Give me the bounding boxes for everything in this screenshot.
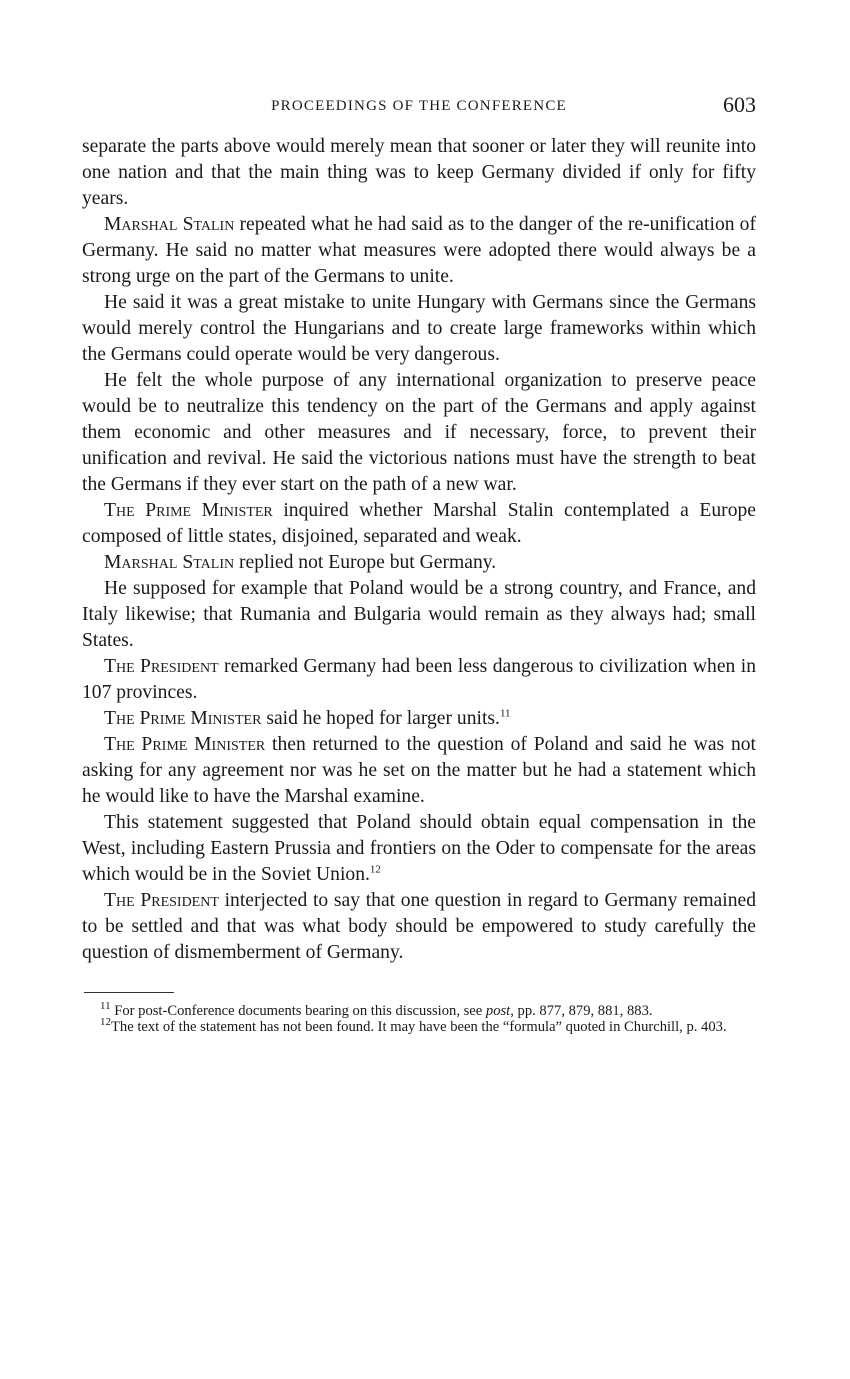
footnotes xyxy=(82,1000,756,1035)
page-number: 603 xyxy=(723,92,756,117)
paragraph-9: The Prime Minister said he hoped for larger units.$^{11}$ xyxy=(104,707,511,729)
footnote-italic: post xyxy=(485,1003,511,1019)
paragraph-4: He felt the whole purpose of any international organization to preserve peace would be to neutralize this tendency on the part of the Germans and apply against them economic and other measures and if necessary, force, to prevent their unification and revival. He said the victorious nations must have the strength to beat the Germans if they ever start on the path of a new war. xyxy=(82,370,756,495)
footnote-divider xyxy=(84,992,174,993)
paragraph-8: The President remarked Germany had been less dangerous to civilization when in 107 provinces. xyxy=(82,656,757,703)
paragraph-2: Marshal Stalin repeated what he had said as to the danger of the re-unification of Germany. He said no matter what measures were adopted there would always be a strong urge on the part of the Germans to unite. xyxy=(82,214,756,287)
footnote-ref-11[interactable]: 11 xyxy=(499,707,511,720)
speaker-name: The Prime Minister xyxy=(104,734,266,755)
paragraph-3: He said it was a great mistake to unite Hungary with Germans since the Germans would merely control the Hungarians and to create large frameworks within which the Germans could operate would be very dangerous. xyxy=(82,292,756,365)
speaker-name: The President xyxy=(104,890,219,911)
running-title: PROCEEDINGS OF THE CONFERENCE xyxy=(271,98,567,114)
paragraph-7: He supposed for example that Poland would be a strong country, and France, and Italy likewise; that Rumania and Bulgaria would remain as they always had; small States. xyxy=(82,578,756,651)
footnote-11: $^{11}$ For post-Conference documents bearing on this discussion, see post, pp. 877, 879, 881, 883. xyxy=(100,1000,653,1019)
document-page xyxy=(82,92,756,1035)
footnote-ref-12[interactable]: 12 xyxy=(369,863,381,876)
speaker-name: The Prime Minister xyxy=(104,500,273,521)
footnote-number: 12 xyxy=(100,1016,111,1029)
paragraph-6: Marshal Stalin replied not Europe but Germany. xyxy=(104,552,497,573)
body-text xyxy=(82,134,756,966)
speaker-name: The President xyxy=(104,656,219,677)
paragraph-11: This statement suggested that Poland should obtain equal compensation in the West, including Eastern Prussia and frontiers on the Oder to compensate for the areas which would be in the Soviet Union.$^{12}$ xyxy=(82,812,756,885)
speaker-name: The Prime Minister xyxy=(104,708,262,729)
speaker-name: Marshal Stalin xyxy=(104,552,235,573)
paragraph-5: The Prime Minister inquired whether Marshal Stalin contemplated a Europe composed of little states, disjoined, separated and weak. xyxy=(82,500,756,547)
paragraph-12: The President interjected to say that one question in regard to Germany remained to be settled and that was what body should be empowered to study carefully the question of dismemberment of Germany. xyxy=(82,890,756,963)
speaker-name: Marshal Stalin xyxy=(104,214,235,235)
footnote-number: 11 xyxy=(100,1000,111,1013)
paragraph-10: The Prime Minister then returned to the question of Poland and said he was not asking for any agreement nor was he set on the matter but he had a statement which he would like to have the Marshal examine. xyxy=(82,734,756,807)
running-head xyxy=(82,92,756,122)
footnote-12: $^{12}$The text of the statement has not been found. It may have been the “formula” quoted in Churchill, p. 403. xyxy=(100,1016,727,1035)
paragraph-1: separate the parts above would merely mean that sooner or later they will reunite into one nation and that the main thing was to keep Germany divided if only for fifty years. xyxy=(82,136,756,209)
